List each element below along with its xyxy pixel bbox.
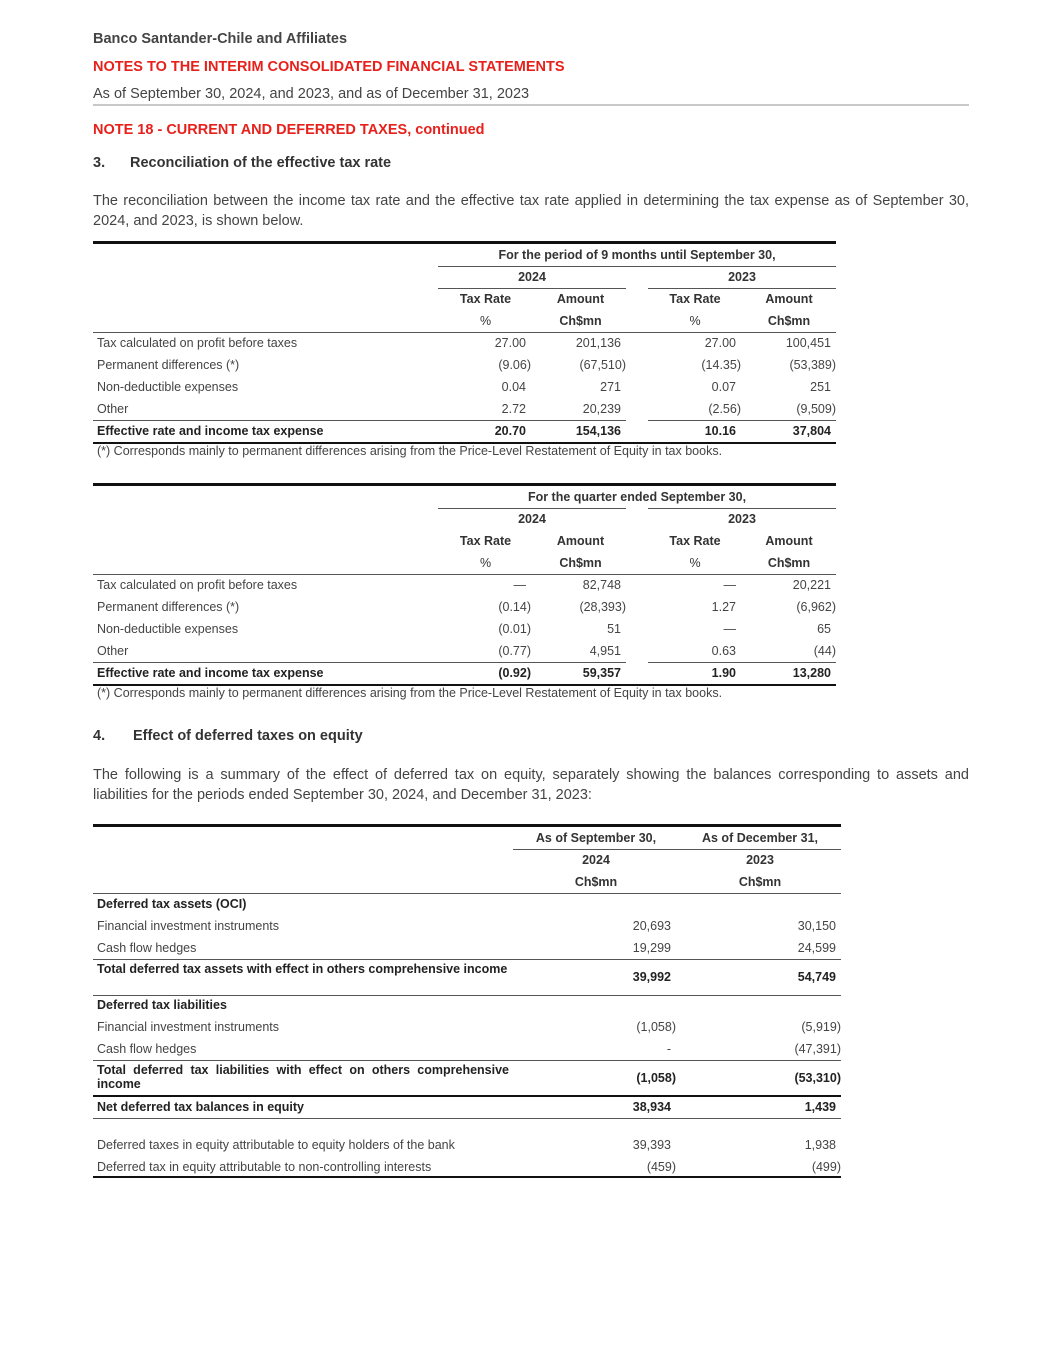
table2-col-amount-2023: Amount bbox=[765, 534, 813, 548]
table2-col-amount-2024: Amount bbox=[556, 534, 605, 548]
table1-footnote: (*) Corresponds mainly to permanent differences arising from the Price-Level Restatement of Equity in tax books. bbox=[97, 444, 723, 458]
tax-rate-table-quarter bbox=[93, 483, 836, 686]
section-4-number: 4. bbox=[93, 728, 106, 744]
table1-year-2023: 2023 bbox=[728, 270, 756, 284]
table-row: Cash flow hedges - (47,391) bbox=[97, 1042, 841, 1056]
table-row: Permanent differences (*) (0.14) (28,393) 1.27 (6,962) bbox=[97, 600, 836, 614]
table1-col-tax-rate-2023: Tax Rate bbox=[669, 292, 721, 306]
note-title: NOTE 18 - CURRENT AND DEFERRED TAXES, continued bbox=[93, 122, 485, 138]
table-row: Tax calculated on profit before taxes 27.00 201,136 27.00 100,451 bbox=[97, 336, 831, 350]
table1-unit-chmn-2024: Ch$mn bbox=[559, 314, 602, 328]
section-3-paragraph: The reconciliation between the income tax rate and the effective tax rate applied in determining the tax expense as of September 30, 2024, and 2023, is shown below. bbox=[93, 193, 969, 229]
table2-unit-pct-2023: % bbox=[689, 556, 701, 570]
table-row: Other 2.72 20,239 (2.56) (9,509) bbox=[97, 402, 836, 416]
table-row: Non-deductible expenses 0.04 271 0.07 251 bbox=[97, 380, 831, 394]
table-row: Tax calculated on profit before taxes — 82,748 — 20,221 bbox=[97, 578, 831, 592]
table2-period-header: For the quarter ended September 30, bbox=[527, 490, 747, 504]
table1-col-tax-rate-2024: Tax Rate bbox=[459, 292, 512, 306]
table-row: Cash flow hedges 19,299 24,599 bbox=[97, 941, 836, 955]
table1-period-header: For the period of 9 months until September 30, bbox=[498, 248, 776, 262]
header-divider bbox=[93, 104, 969, 106]
table2-year-2024: 2024 bbox=[518, 512, 546, 526]
table2-col-tax-rate-2024: Tax Rate bbox=[459, 534, 512, 548]
table1-unit-chmn-2023: Ch$mn bbox=[767, 314, 811, 328]
table1-col-amount-2023: Amount bbox=[765, 292, 813, 306]
table3-header-dec: As of December 31, bbox=[701, 831, 819, 845]
table-row: Non-deductible expenses (0.01) 51 — 65 bbox=[97, 622, 831, 636]
table1-col-amount-2024: Amount bbox=[556, 292, 605, 306]
table-total-row: Effective rate and income tax expense (0.92) 59,357 1.90 13,280 bbox=[97, 666, 831, 680]
section-3-heading bbox=[93, 155, 391, 171]
table-total-row: Effective rate and income tax expense 20.70 154,136 10.16 37,804 bbox=[97, 424, 831, 438]
table3-liab-header: Deferred tax liabilities bbox=[97, 998, 227, 1012]
deferred-tax-equity-table bbox=[93, 824, 841, 1179]
table3-year-2023: 2023 bbox=[746, 853, 774, 867]
as-of-date: As of September 30, 2024, and 2023, and as of December 31, 2023 bbox=[93, 86, 530, 102]
company-name: Banco Santander-Chile and Affiliates bbox=[93, 31, 348, 47]
table3-year-2024: 2024 bbox=[582, 853, 610, 867]
table2-unit-chmn-2024: Ch$mn bbox=[559, 556, 602, 570]
table-row: Deferred taxes in equity attributable to equity holders of the bank 39,393 1,938 bbox=[97, 1138, 836, 1152]
table1-unit-pct-2023: % bbox=[689, 314, 701, 328]
section-3-title: Reconciliation of the effective tax rate bbox=[130, 155, 392, 171]
table2-col-tax-rate-2023: Tax Rate bbox=[669, 534, 721, 548]
table3-net-row: Net deferred tax balances in equity 38,934 1,439 bbox=[97, 1100, 836, 1114]
notes-title: NOTES TO THE INTERIM CONSOLIDATED FINANCIAL STATEMENTS bbox=[93, 59, 565, 75]
table-row: Financial investment instruments 20,693 30,150 bbox=[97, 919, 836, 933]
table1-year-2024: 2024 bbox=[518, 270, 546, 284]
section-4-paragraph: The following is a summary of the effect of deferred tax on equity, separately showing the balances corresponding to assets and liabilities for the periods ended September 30, 2024, and December 31, 2023: bbox=[93, 767, 969, 803]
table2-unit-chmn-2023: Ch$mn bbox=[767, 556, 811, 570]
tax-rate-table-9-months bbox=[93, 241, 836, 444]
table2-footnote: (*) Corresponds mainly to permanent differences arising from the Price-Level Restatement of Equity in tax books. bbox=[97, 686, 723, 700]
table3-assets-header: Deferred tax assets (OCI) bbox=[97, 897, 247, 911]
table-row: Other (0.77) 4,951 0.63 (44) bbox=[97, 644, 836, 658]
table-row: Deferred tax in equity attributable to non-controlling interests (459) (499) bbox=[97, 1160, 841, 1174]
table-row: Permanent differences (*) (9.06) (67,510) (14.35) (53,389) bbox=[97, 358, 836, 372]
table3-liab-total-row: Total deferred tax liabilities with effect on others comprehensive income (1,058) (53,310) bbox=[97, 1063, 841, 1091]
section-4-heading bbox=[93, 728, 363, 744]
table1-unit-pct-2024: % bbox=[479, 314, 492, 328]
table3-header-sep: As of September 30, bbox=[535, 831, 657, 845]
table3-unit-2023: Ch$mn bbox=[738, 875, 782, 889]
table-row: Financial investment instruments (1,058) (5,919) bbox=[97, 1020, 841, 1034]
table2-year-2023: 2023 bbox=[728, 512, 756, 526]
table3-assets-total-row: Total deferred tax assets with effect in others comprehensive income 39,992 54,749 bbox=[97, 962, 836, 984]
table2-unit-pct-2024: % bbox=[479, 556, 492, 570]
section-4-title: Effect of deferred taxes on equity bbox=[133, 728, 363, 744]
table3-unit-2024: Ch$mn bbox=[574, 875, 618, 889]
section-3-number: 3. bbox=[93, 155, 106, 171]
